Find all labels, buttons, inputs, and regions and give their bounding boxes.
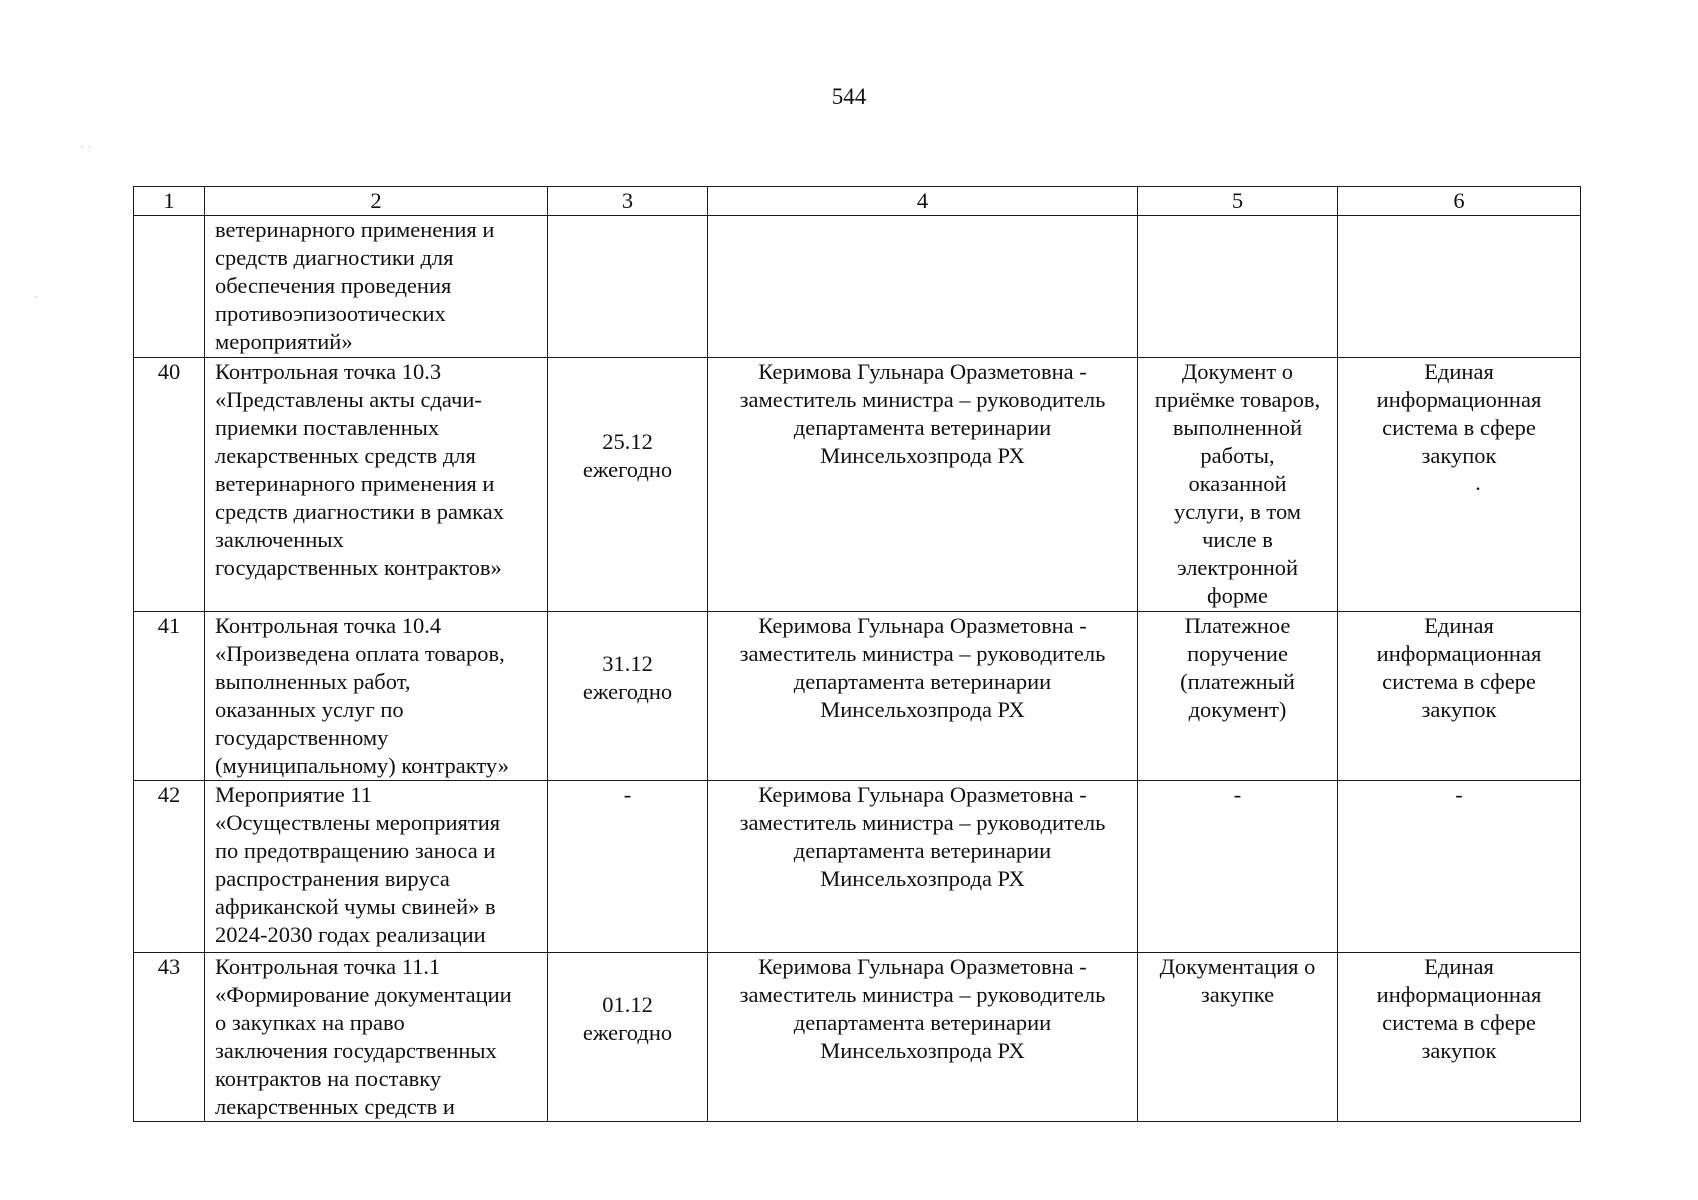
table-row-continuation [134,216,1581,358]
row-name-cell [205,216,548,358]
row-system-cell [1338,953,1581,1122]
row-date-cell [548,358,708,612]
page-number: 544 [831,84,867,109]
row-document-cell [1138,358,1338,612]
row-document: Документ о приёмке товаров, выполненной работы, оказанной услуги, в том числе в электронной форме [1154,359,1321,608]
plan-table [133,186,1581,1122]
row-date: 25.12 ежегодно [582,429,673,482]
column-header: 6 [1338,187,1581,216]
column-header: 5 [1138,187,1338,216]
row-responsible-cell [708,953,1138,1122]
row-responsible: Керимова Гульнара Оразметовна - заместитель министра – руководитель департамента ветеринарии Минсельхозпрода РХ [739,359,1106,468]
row-name: Контрольная точка 10.3 «Представлены акты сдачи- приемки поставленных лекарственных средств для ветеринарного применения и средств диагностики в рамках заключенных государственных контрактов» [215,359,505,580]
row-responsible-cell [708,216,1138,358]
row-responsible-cell [708,612,1138,781]
row-system-cell [1338,612,1581,781]
row-number: 42 [134,781,205,953]
row-system: - [1455,782,1463,807]
row-document: Документация о закупке [1159,954,1316,1007]
row-responsible: Керимова Гульнара Оразметовна - заместитель министра – руководитель департамента ветеринарии Минсельхозпрода РХ [739,782,1106,891]
row-document-cell [1138,612,1338,781]
scan-artifact: · [34,290,38,304]
column-header: 4 [708,187,1138,216]
row-name: Мероприятие 11 «Осуществлены мероприятия по предотвращению заноса и распространения вируса африканской чумы свиней» в 2024-2030 годах реализации [215,782,501,947]
row-system-cell [1338,216,1581,358]
row-responsible-cell [708,781,1138,953]
row-date: 31.12 ежегодно [582,651,673,704]
scan-artifact: · · [80,140,92,154]
row-number: 41 [134,612,205,781]
row-document: Платежное поручение (платежный документ) [1180,613,1295,722]
row-date-cell [548,216,708,358]
row-system: Единая информационная система в сфере закупок [1376,954,1542,1063]
row-date-cell [548,612,708,781]
row-system-cell [1338,781,1581,953]
row-system-cell [1338,358,1581,612]
row-system: Единая информационная система в сфере закупок [1376,359,1542,468]
row-name-cell [205,953,548,1122]
row-document-cell [1138,953,1338,1122]
table-row [134,358,1581,612]
stray-mark: . [1475,470,1481,495]
row-date-cell [548,781,708,953]
row-name: Контрольная точка 10.4 «Произведена оплата товаров, выполненных работ, оказанных услуг по государственному (муниципальному) контракту» [215,613,509,778]
row-name-cell [205,358,548,612]
column-header: 2 [205,187,548,216]
row-date-cell [548,953,708,1122]
row-system: Единая информационная система в сфере закупок [1376,613,1542,722]
row-name-cell [205,612,548,781]
row-document-cell [1138,781,1338,953]
row-number-cell [134,216,205,358]
row-number: 40 [134,358,205,612]
column-header: 1 [134,187,205,216]
row-date: 01.12 ежегодно [582,992,673,1045]
table-header-row [134,187,1581,216]
row-responsible: Керимова Гульнара Оразметовна - заместитель министра – руководитель департамента ветеринарии Минсельхозпрода РХ [739,954,1106,1063]
table-row [134,612,1581,781]
row-responsible: Керимова Гульнара Оразметовна - заместитель министра – руководитель департамента ветеринарии Минсельхозпрода РХ [739,613,1106,722]
row-responsible-cell [708,358,1138,612]
table-row [134,953,1581,1122]
row-number: 43 [134,953,205,1122]
row-date: - [623,782,632,807]
row-name-cell [205,781,548,953]
table-row [134,781,1581,953]
row-document-cell [1138,216,1338,358]
row-document: - [1233,782,1242,807]
row-name: ветеринарного применения и средств диагностики для обеспечения проведения противоэпизоотических мероприятий» [215,217,495,354]
row-name: Контрольная точка 11.1 «Формирование документации о закупках на право заключения государственных контрактов на поставку лекарственных средств и [215,954,512,1119]
column-header: 3 [548,187,708,216]
